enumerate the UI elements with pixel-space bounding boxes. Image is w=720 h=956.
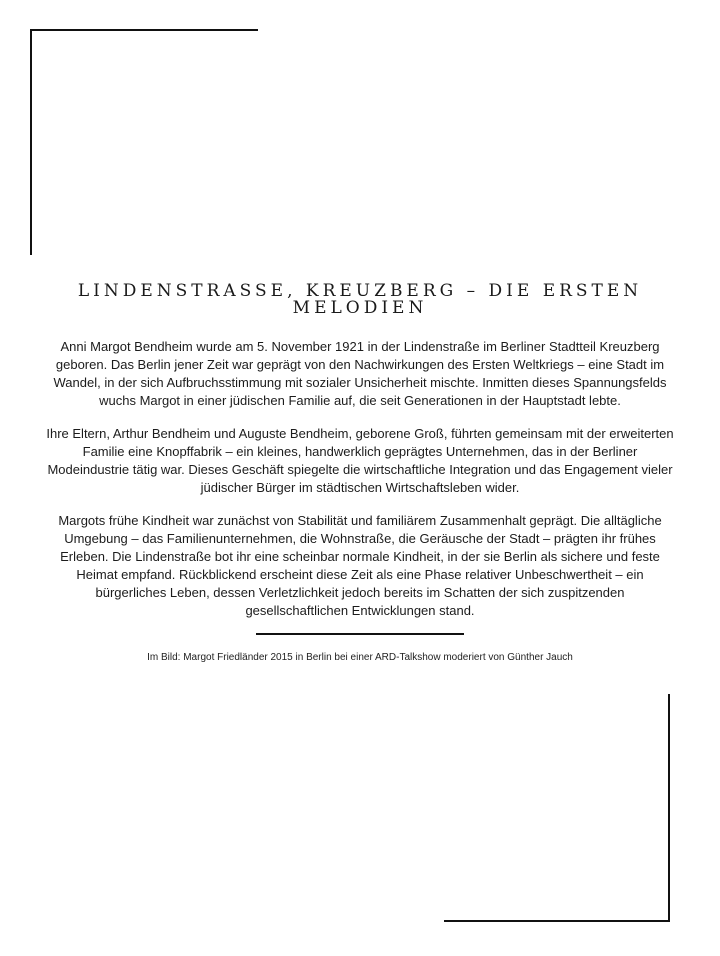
article-paragraph-2: Ihre Eltern, Arthur Bendheim und Auguste Bendheim, geborene Groß, führten gemeinsam mit der erweiterten Familie eine Knopffabrik – ein kleines, handwerklich geprägtes Unternehmen, das in der Berliner Modeindustrie tätig war. Dieses Geschäft spiegelte die wirtschaftliche Integration und das Engagement vieler jüdischer Bürger im städtischen Wirtschaftsleben wider.: [46, 426, 674, 495]
frame-corner-top-left-horizontal: [30, 29, 258, 31]
frame-corner-bottom-right-vertical: [668, 694, 670, 922]
article-content: [40, 283, 680, 665]
article-paragraph-1: Anni Margot Bendheim wurde am 5. November 1921 in der Lindenstraße im Berliner Stadtteil Kreuzberg geboren. Das Berlin jener Zeit war geprägt von den Nachwirkungen des Ersten Weltkriegs – eine Stadt im Wandel, in der sich Aufbruchsstimmung mit sozialer Unsicherheit mischte. Inmitten dieses Spannungsfelds wuchs Margot in einer jüdischen Familie auf, die seit Generationen in der Hauptstadt lebte.: [53, 339, 667, 408]
image-caption: Im Bild: Margot Friedländer 2015 in Berlin bei einer ARD-Talkshow moderiert von Günther Jauch: [147, 652, 573, 663]
frame-corner-bottom-right-horizontal: [444, 920, 670, 922]
frame-corner-top-left-vertical: [30, 29, 32, 255]
article-title: LINDENSTRASSE, KREUZBERG – DIE ERSTEN MELODIEN: [77, 281, 643, 318]
article-paragraph-3: Margots frühe Kindheit war zunächst von Stabilität und familiärem Zusammenhalt geprägt. Die alltägliche Umgebung – das Familienunternehmen, die Wohnstraße, die Geräusche der Stadt – prägten ihr frühes Erleben. Die Lindenstraße bot ihr eine scheinbar normale Kindheit, in der sie Berlin als sichere und feste Heimat empfand. Rückblickend erscheint diese Zeit als eine Phase relativer Unbeschwertheit – ein bürgerliches Leben, dessen Verletzlichkeit jedoch bereits im Schatten der sich zuspitzenden gesellschaftlichen Entwicklungen stand.: [58, 513, 662, 618]
section-divider: [256, 633, 464, 635]
